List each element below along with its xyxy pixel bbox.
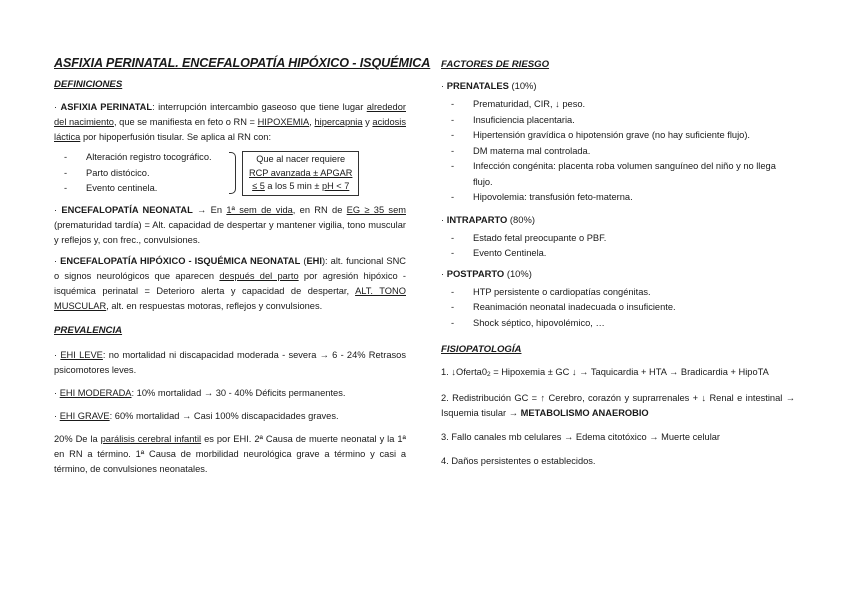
list-item: - Evento centinela.	[64, 181, 229, 197]
list-item: 3. Fallo canales mb celulares → Edema citotóxico → Muerte celular	[441, 432, 721, 442]
ehi-moderada: · EHI MODERADA: 10% mortalidad → 30 - 40% Déficits permanentes.	[54, 387, 346, 398]
list-item: - Reanimación neonatal inadecuada o insuficiente.	[451, 300, 795, 316]
brace-bracket	[229, 152, 236, 194]
fisiopatologia-list	[441, 365, 795, 469]
list-item: 1. ↓Oferta02 = Hipoxemia ± GC ↓ → Taquicardia + HTA → Bradicardia + HipoTA	[441, 367, 769, 378]
left-column	[54, 54, 431, 477]
ehi-grave: · EHI GRAVE: 60% mortalidad → Casi 100% discapacidades graves.	[54, 410, 339, 421]
definiciones-heading: DEFINICIONES	[54, 79, 123, 90]
list-item: - Evento Centinela.	[451, 246, 795, 262]
list-item: - DM materna mal controlada.	[451, 144, 795, 160]
list-item: 2. Redistribución GC = ↑ Cerebro, corazón y suprarrenales + ↓ Renal e intestinal → Isquemia tisular → METABOLISMO ANAEROBIO	[441, 393, 795, 418]
ehi-leve: · EHI LEVE: no mortalidad ni discapacidad moderada - severa → 6 - 24% Retrasos psicomotores leves.	[54, 349, 406, 375]
asfixia-criteria	[54, 150, 406, 197]
prenatales-heading: · PRENATALES (10%)	[441, 80, 537, 91]
page-title: ASFIXIA PERINATAL. ENCEFALOPATÍA HIPÓXICO - ISQUÉMICA	[54, 56, 431, 70]
asfixia-criteria-list	[54, 150, 229, 197]
list-item: - Estado fetal preocupante o PBF.	[451, 231, 795, 247]
list-item: - Hipertensión gravídica o hipotensión grave (no hay suficiente flujo).	[451, 128, 795, 144]
fisiopatologia-heading: FISIOPATOLOGÍA	[441, 344, 522, 355]
list-item: - HTP persistente o cardiopatías congénitas.	[451, 285, 795, 301]
right-column	[441, 58, 795, 478]
ehi-definition: · ENCEFALOPATÍA HIPÓXICO - ISQUÉMICA NEONATAL (EHI): alt. funcional SNC o signos neurológicos que aparecen después del parto por agresión hipóxico - isquémica perinatal = Deterioro alerta y capacidad de despertar, ALT. TONO MUSCULAR, alt. en respuestas motoras, reflejos y convulsiones.	[54, 255, 406, 311]
factores-heading: FACTORES DE RIESGO	[441, 59, 550, 70]
rcp-criteria-box: Que al nacer requiere RCP avanzada ± APGAR ≤ 5 a los 5 min ± pH < 7	[242, 151, 359, 196]
prenatales-list	[441, 97, 795, 206]
list-item: - Parto distócico.	[64, 166, 229, 182]
list-item: - Infección congénita: placenta roba volumen sanguíneo del niño y no llega flujo.	[451, 159, 795, 190]
prevalencia-heading: PREVALENCIA	[54, 324, 123, 336]
asfixia-definition: · ASFIXIA PERINATAL: interrupción intercambio gaseoso que tiene lugar alrededor del nacimiento, que se manifiesta en feto o RN = HIPOXEMIA, hipercapnia y acidosis láctica por hipoperfusión tisular. Se aplica al RN con:	[54, 102, 406, 142]
prevalencia-summary: 20% De la parálisis cerebral infantil es por EHI. 2ª Causa de muerte neonatal y la 1ª en RN a término. 1ª Causa de morbilidad neurológica grave a término y casi a término, de convulsiones neonatales.	[54, 433, 406, 474]
list-item: - Insuficiencia placentaria.	[451, 113, 795, 129]
intraparto-heading: · INTRAPARTO (80%)	[441, 213, 535, 225]
list-item: - Hipovolemia: transfusión feto-materna.	[451, 190, 795, 206]
intraparto-list	[441, 231, 795, 262]
postparto-heading: · POSTPARTO (10%)	[441, 267, 532, 279]
list-item: - Prematuridad, CIR, ↓ peso.	[451, 97, 795, 113]
encefalopatia-neonatal-definition: · ENCEFALOPATÍA NEONATAL → En 1ª sem de vida, en RN de EG ≥ 35 sem (prematuridad tardía) = Alt. capacidad de despertar y mantener vigilia, tono muscular y reflejos y, con frec., convulsiones.	[54, 204, 406, 245]
list-item: - Alteración registro tocográfico.	[64, 150, 229, 166]
list-item: 4. Daños persistentes o establecidos.	[441, 456, 596, 466]
postparto-list	[441, 285, 795, 332]
list-item: - Shock séptico, hipovolémico, …	[451, 316, 795, 332]
